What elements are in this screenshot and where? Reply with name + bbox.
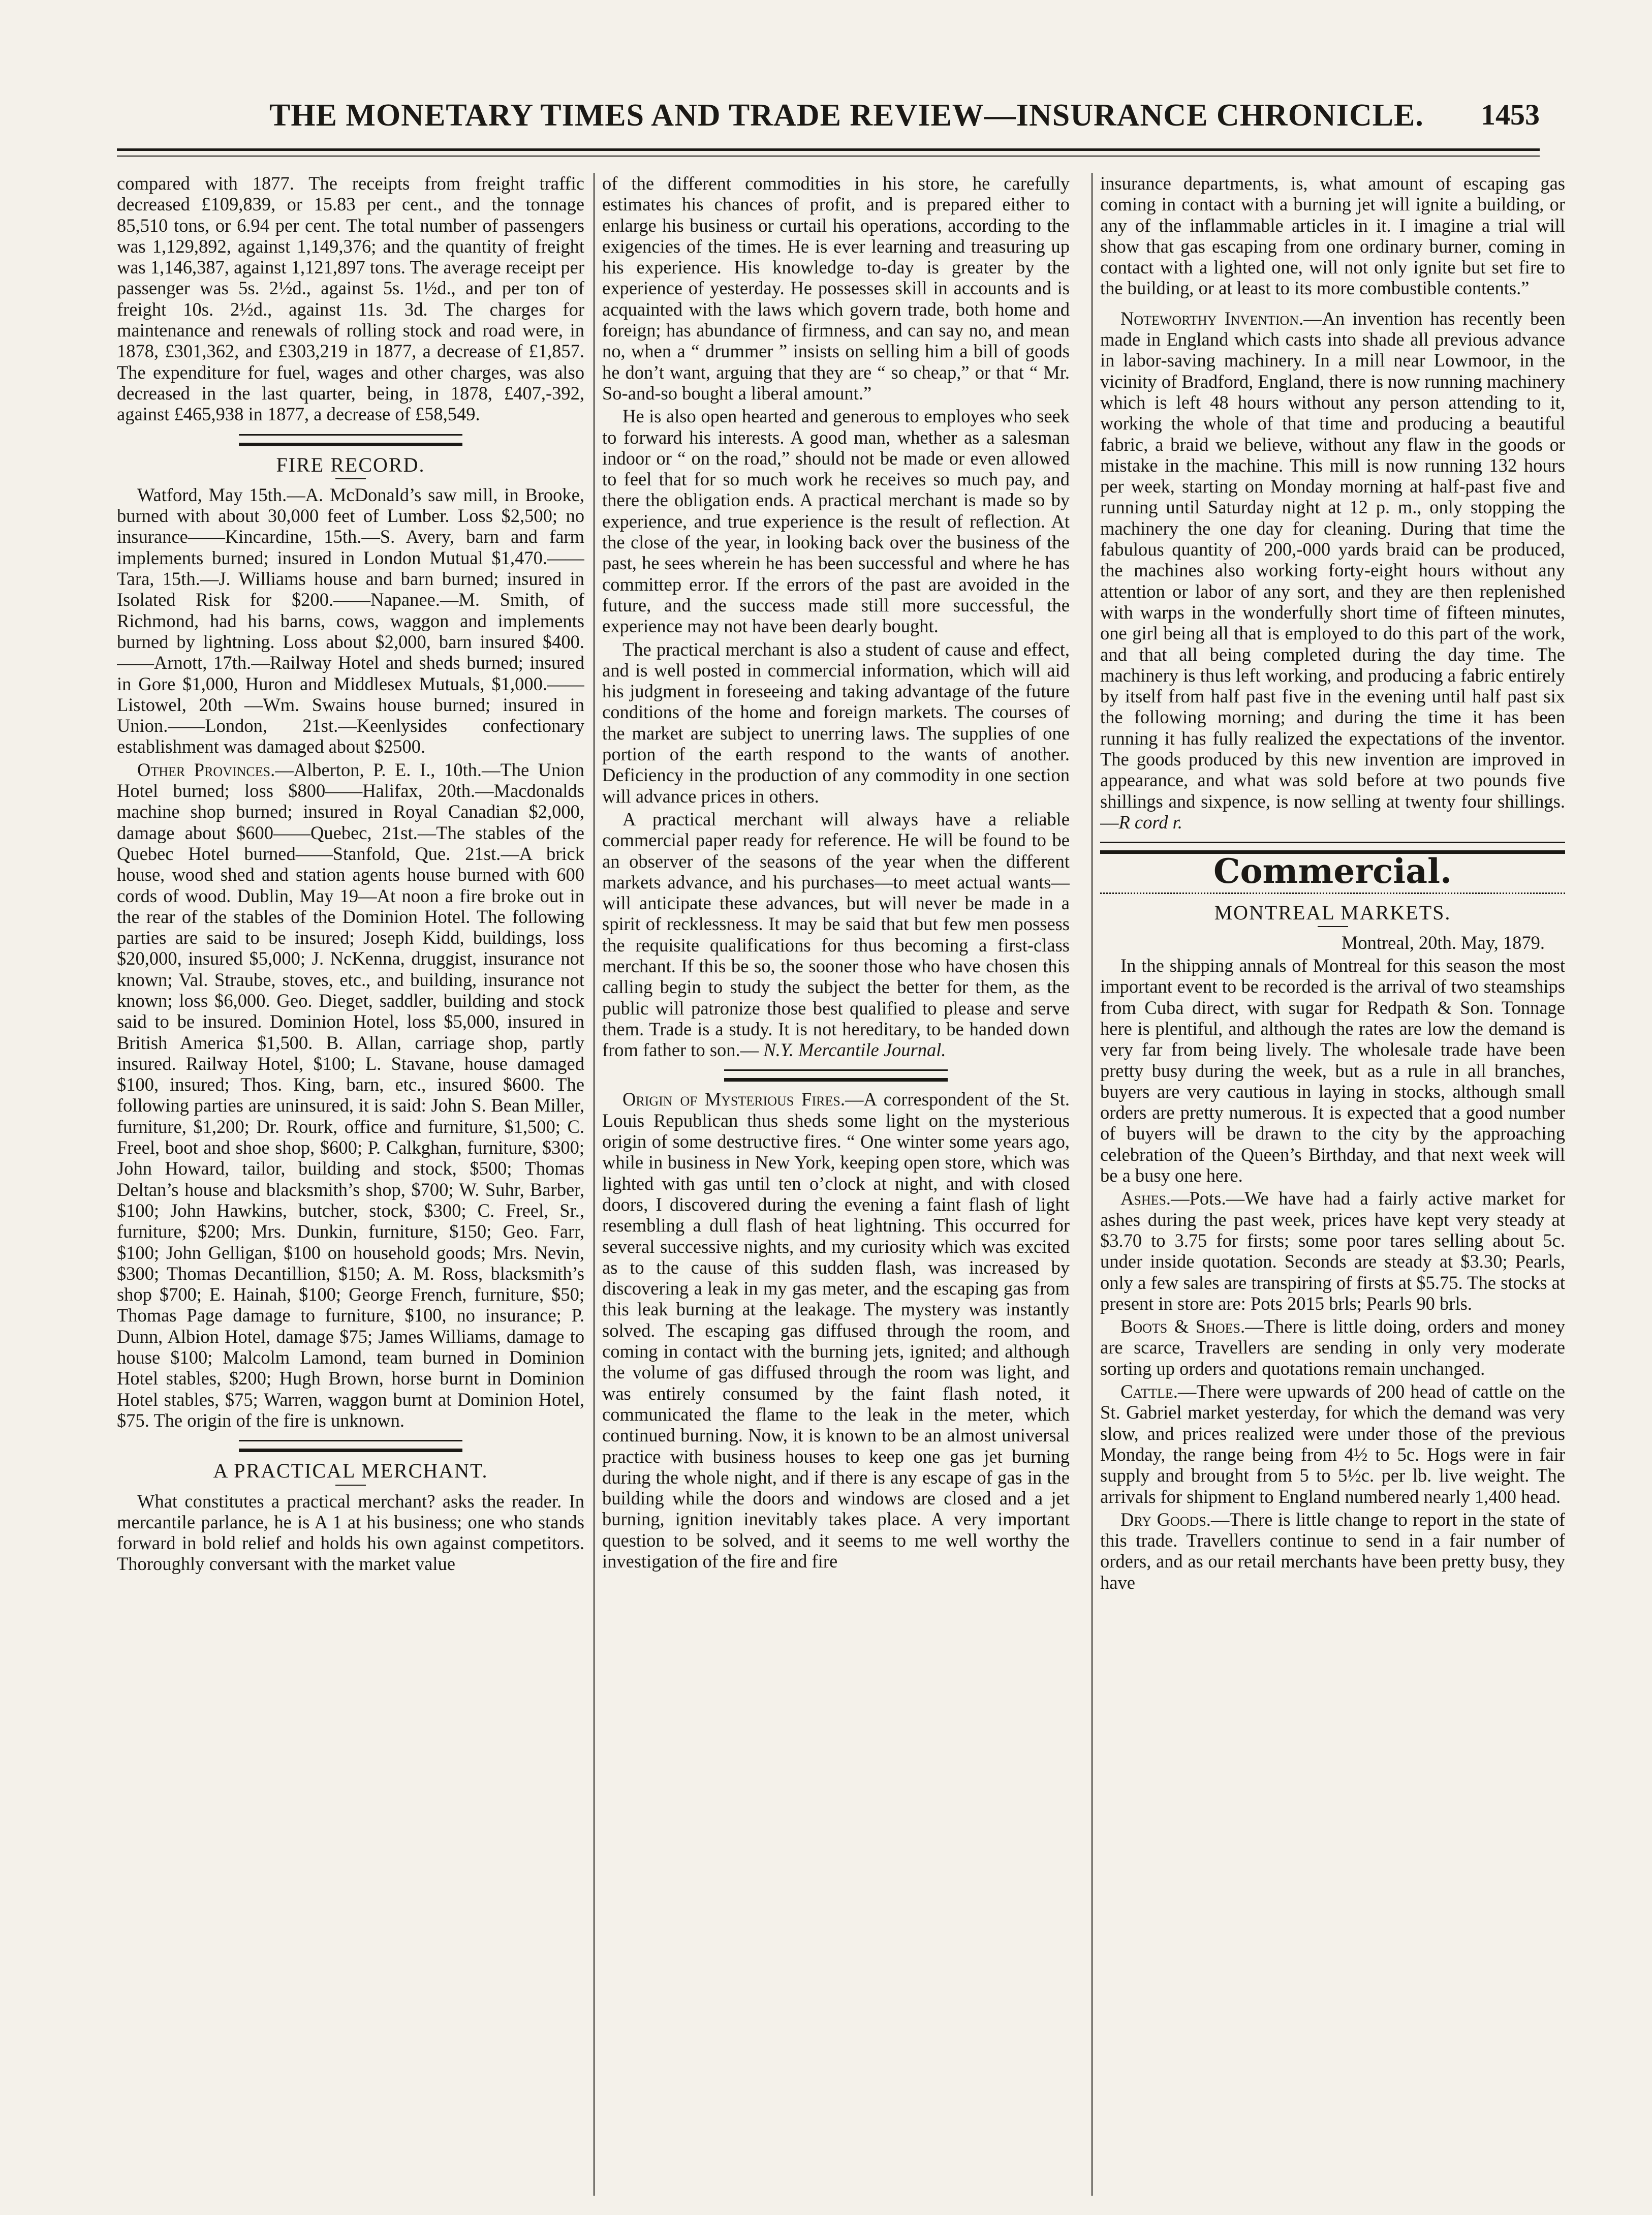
dry-goods-text: —There is little change to report in the state of this trade. Travellers continue to send in a fair number of orders, and as our retail merchants have been pretty busy, they have: [1100, 1509, 1565, 1593]
column-3: [1100, 173, 1565, 2196]
heading-dash: [335, 1485, 366, 1486]
railway-report-paragraph: compared with 1877. The receipts from freight traffic decreased £109,839, or 15.83 per cent., and the tonnage 85,510 tons, or 6.94 per cent. The total number of passengers was 1,129,892, against 1,149,376; and the quantity of freight was 1,146,387, against 1,121,897 tons. The average receipt per passenger was 5s. 2½d., against 5s. 1½d., and per ton of freight 10s. 2½d., against 11s. 3d. The charges for maintenance and renewals of rolling stock and road were, in 1878, £301,362, and £303,219 in 1877, a decrease of £1,857. The expenditure for fuel, wages and other charges, was also decreased in the last quarter, being, in 1878, £407,-392, against £465,938 in 1877, a decrease of £58,549.: [117, 173, 584, 425]
mysterious-fires-lead: Origin of Mysterious Fires.: [622, 1089, 845, 1110]
invention-source: R cord r.: [1118, 811, 1182, 833]
boots-shoes-text: —There is little doing, orders and money are scarce, Travellers are sending in only very moderate sorting up orders and quotations remain unchanged.: [1100, 1316, 1565, 1379]
section-separator: [239, 434, 462, 446]
column-2: [602, 173, 1070, 2196]
other-provinces-lead: Other Provinces.: [137, 759, 275, 780]
masthead-title: THE MONETARY TIMES AND TRADE REVIEW—INSURANCE CHRONICLE.: [269, 98, 1424, 133]
fire-record-heading: FIRE RECORD.: [276, 453, 425, 476]
column-divider-1: [594, 173, 595, 2196]
other-provinces-text: —Alberton, P. E. I., 10th.—The Union Hotel burned; loss $800——Halifax, 20th.—Macdonalds machine shop burned; insured in Royal Canadian $2,000, damage about $600——Quebec, 21st.—The stables of the Quebec Hotel burned——Stanfold, Que. 21st.—A brick house, wood shed and station agents house burned with 600 cords of wood. Dublin, May 19—At noon a fire broke out in the rear of the stables of the Dominion Hotel. The following parties are said to be insured; Joseph Kidd, buildings, loss $20,000, insured $5,000; J. NcKenna, druggist, insurance not known; Val. Straube, stoves, etc., and building, insurance not known; loss $6,000. Geo. Dieget, saddler, building and stock said to be insured. Dominion Hotel, loss $5,000, insured in British America $1,500. B. Allan, carriage shop, partly insured. Railway Hotel, $100; L. Stavane, house damaged $100, insured; Thos. King, barn, etc., insured $600. The following parties are uninsured, it is said: John S. Bean Miller, furniture, $1,200; Dr. Rourk, office and furniture, $1,500; C. Freel, boot and shoe shop, $600; P. Calkghan, furniture, $300; John Howard, tailor, building and stock, $500; Thomas Deltan’s house and blacksmith’s shop, $700; W. Suhr, Barber, $100; John Hawkins, butcher, stock, $300; C. Freel, Sr., furniture, $200; Mrs. Dunkin, furniture, $150; Geo. Farr, $100; John Gelligan, $100 on household goods; Mrs. Nevin, $300; Thomas Decantillion, $150; A. M. Ross, blacksmith’s shop $700; E. Hainah, $100; George French, furniture, $50; Thomas Page damage to furniture, $100, no insurance; P. Dunn, Albion Hotel, damage $75; James Williams, damage to house $100; Malcolm Lamond, team burned in Dominion Hotel stables, $200; Hugh Brown, horse burnt in Dominion Hotel stables, $75; Warren, waggon burnt at Dominion Hotel, $75. The origin of the fire is unknown.: [117, 759, 584, 1431]
boots-shoes-lead: Boots & Shoes.: [1120, 1316, 1245, 1337]
fire-insurance-paragraph: insurance departments, is, what amount of escaping gas coming in contact with a burning jet will ignite a building, or any of the inflammable articles in it. I imagine a trial will show that gas escaping from one ordinary burner, coming in contact with a lighted one, will not only ignite but set fire to the building, or at least to its more combustible contents.”: [1100, 173, 1565, 299]
dry-goods-paragraph: [1100, 1509, 1565, 1593]
cattle-text: —There were upwards of 200 head of cattle on the St. Gabriel market yesterday, for which the demand was very slow, and prices realized were under those of the previous Monday, the range being from 4½ to 5c. Hogs were in fair supply and brought from 5 to 5½c. per lb. live weight. The arrivals for shipment to England numbered nearly 1,400 head.: [1100, 1381, 1565, 1507]
header-rule: [117, 148, 1540, 151]
ashes-paragraph: [1100, 1188, 1565, 1314]
montreal-markets-heading: MONTREAL MARKETS.: [1214, 901, 1451, 924]
dry-goods-lead: Dry Goods.: [1120, 1509, 1211, 1530]
section-separator: [724, 1069, 948, 1082]
practical-merchant-paragraph: What constitutes a practical merchant? asks the reader. In mercantile parlance, he is A 1 at his business; one who stands forward in bold relief and holds his own against competitors. Thoroughly conversant with the market value: [117, 1490, 584, 1575]
invention-paragraph: [1100, 308, 1565, 833]
mysterious-fires-paragraph: [602, 1089, 1070, 1572]
fire-record-paragraph: Watford, May 15th.—A. McDonald’s saw mill, in Brooke, burned with about 30,000 feet of Lumber. Loss $2,500; no insurance——Kincardine, 15th.—S. Avery, barn and farm implements burned; insured in London Mutual $1,470.——Tara, 15th.—J. Williams house and barn burned; insured in Isolated Risk for $200.——Napanee.—M. Smith, of Richmond, had his barns, cows, waggon and implements burned by lightning. Loss about $2,000, barn insured $400.——Arnott, 17th.—Railway Hotel and sheds burned; insured in Gore $1,000, Huron and Middlesex Mutuals, $1,000.—— Listowel, 20th —Wm. Swains house burned; insured in Union.——London, 21st.—Keenlysides confectionary establishment was damaged about $2500.: [117, 484, 584, 757]
invention-text: —An invention has recently been made in England which casts into shade all previous advance in labor-saving machinery. In a mill near Lowmoor, in the vicinity of Bradford, England, there is now running machinery which is left 48 hours without any person attending to it, working the whole of that time and producing a beautiful fabric, a braid we believe, without any flaw in the goods or mistake in the machine. This mill is now running 132 hours per week, starting on Monday morning at half-past five and running until Saturday night at 12 p. m., only stopping the machinery the one day for cleaning. During that time the fabulous quantity of 200,-000 yards braid can be produced, the machines also working forty-eight hours without any attention or labor of any sort, and they are then replenished with warps in the wonderfully short time of fifteen minutes, one girl being all that is employed to do this part of the work, and that all being completed during the day time. The machinery is thus left working, and producing a fabric entirely by itself from half past five in the evening until half past six the following morning; and during the time it has been running it has fully realized the expectations of the inventor. The goods produced by this new invention are improved in appearance, and what was sold before at two pounds five shillings and sixpence, is now selling at twenty four shillings.—: [1100, 307, 1565, 833]
merchant-source: N.Y. Mercantile Journal.: [763, 1039, 946, 1061]
header-rule-thin: [117, 156, 1540, 157]
merchant-paragraph-4-text: A practical merchant will always have a reliable commercial paper ready for reference. He will be found to be an observer of the seasons of the year when the different markets advance, and his purchases—to meet actual wants—will anticipate these advances, but will never be made in a spirit of recklessness. It may be said that but few men possess the requisite qualifications for thus becoming a first-class merchant. If this be so, the sooner those who have chosen this calling begin to study the subject the better for them, as the public will patronize those best qualified to please and serve them. Trade is a study. It is not hereditary, to be handed down from father to son.—: [602, 808, 1070, 1061]
merchant-paragraph-3: The practical merchant is also a student of cause and effect, and is well posted in commercial information, which will aid his judgment in foreseeing and taking advantage of the future conditions of the home and foreign markets. The courses of the market are subject to unerring laws. The supplies of one portion of the earth respond to the wants of another. Deficiency in the production of any commodity in one section will advance prices in others.: [602, 638, 1070, 807]
invention-lead: Noteworthy Invention.: [1120, 307, 1304, 329]
heading-dash: [1318, 926, 1348, 927]
heading-dash: [335, 478, 366, 479]
page-number: 1453: [1481, 98, 1540, 131]
merchant-paragraph-4: [602, 809, 1070, 1061]
page-header: [117, 98, 1540, 153]
commercial-heading: Commercial.: [1213, 851, 1452, 891]
column-divider-2: [1092, 173, 1093, 2196]
cattle-paragraph: [1100, 1381, 1565, 1507]
merchant-paragraph-1: of the different commodities in his store, he carefully estimates his chances of profit, and is prepared either to enlarge his business or curtail his operations, according to the exigencies of the times. He is ever learning and treasuring up his experience. His knowledge to-day is greater by the experience of yesterday. He possesses skill in accounts and is acquainted with the laws which govern trade, both home and foreign; has abundance of firmness, and can say no, and mean no, when a “ drummer ” insists on selling him a bill of goods he don’t want, arguing that they are “ so cheap,” or that “ Mr. So-and-so bought a liberal amount.”: [602, 173, 1070, 404]
markets-dateline: Montreal, 20th. May, 1879.: [1341, 932, 1545, 953]
merchant-paragraph-2: He is also open hearted and generous to employes who seek to forward his interests. A good man, whether as a salesman indoor or “ on the road,” should not be made or even allowed to feel that for so much work he receives so much pay, and there the obligation ends. A practical merchant is made so by experience, and true experience is the result of reflection. At the close of the year, in looking back over the business of the past, he sees wherein he has been successful and where he has committep error. If the errors of the past are avoided in the future, and the success made still more successful, the experience may not have been dearly bought.: [602, 406, 1070, 637]
ashes-lead: Ashes.: [1120, 1188, 1171, 1209]
cattle-lead: Cattle.: [1120, 1381, 1178, 1402]
other-provinces-paragraph: [117, 759, 584, 1431]
boots-shoes-paragraph: [1100, 1316, 1565, 1379]
column-1: [117, 173, 584, 2196]
practical-merchant-heading: A PRACTICAL MERCHANT.: [213, 1459, 488, 1483]
section-separator: [239, 1440, 462, 1452]
ashes-text: —Pots.—We have had a fairly active market for ashes during the past week, prices have kept very steady at $3.70 to 3.75 for firsts; some poor tares selling about 5c. under inside quotation. Seconds are steady at $3.30; Pearls, only a few sales are transpiring of firsts at $5.75. The stocks at present in store are: Pots 2015 brls; Pearls 90 brls.: [1100, 1188, 1565, 1314]
markets-intro-paragraph: In the shipping annals of Montreal for this season the most important event to be recorded is the arrival of two steamships from Cuba direct, with sugar for Redpath & Son. Tonnage here is plentiful, and although the rates are low the demand is very far from being lively. The wholesale trade have been pretty busy during the week, but as a rule in all branches, buyers are very cautious in laying in stocks, although small orders are pretty numerous. It is expected that a good number of buyers will be drawn to the city by the approaching celebration of the Queen’s Birthday, and that next week will be a busy one here.: [1100, 955, 1565, 1186]
mysterious-fires-text: —A correspondent of the St. Louis Republican thus sheds some light on the mysterious origin of some destructive fires. “ One winter some years ago, while in business in New York, keeping open store, which was lighted with gas until ten o’clock at night, and with closed doors, I discovered during the evening a faint flash of light resembling a dull flash of heat lightning. This occurred for several successive nights, and my curiosity which was excited as to the cause of this sudden flash, was increased by discovering a leak in my gas meter, and the escaping gas from this leak burning at the leakage. The mystery was instantly solved. The escaping gas diffused through the room, and coming in contact with the burning jets, ignited; and although the volume of gas diffused through the room was light, and was entirely consumed by the faint flash noted, it communicated the flame to the leak in the meter, which continued burning. Now, it is known to be an almost universal practice with business houses to keep one gas jet burning during the whole night, and if there is any escape of gas in the building while the doors and windows are closed and a jet burning, ignition inevitably takes place. A very important question to be solved, and it seems to me well worthy the investigation of the fire and fire: [602, 1089, 1070, 1572]
